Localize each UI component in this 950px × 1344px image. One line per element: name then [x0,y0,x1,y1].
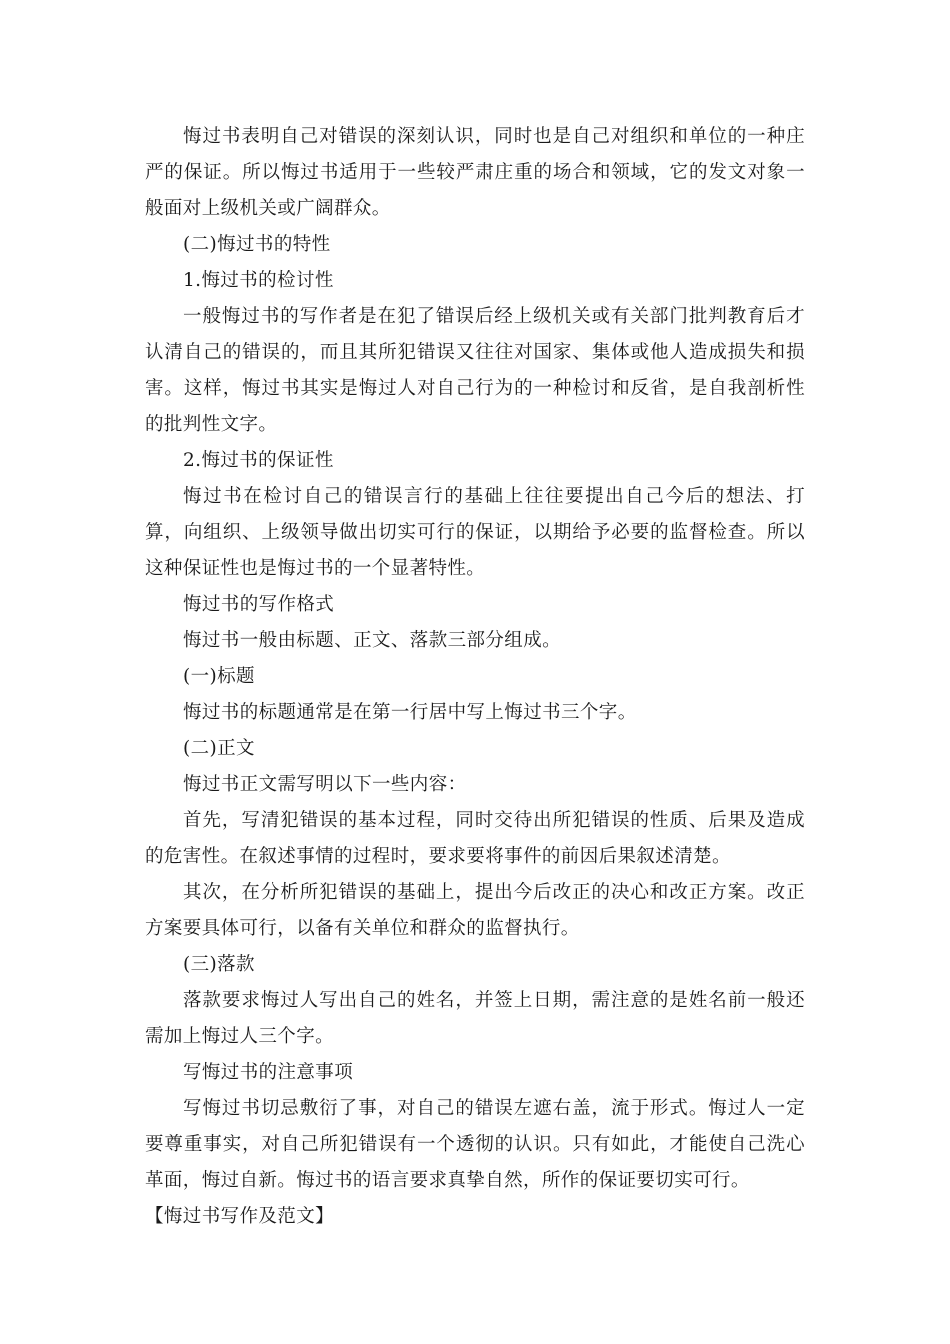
document-body [145,119,805,1235]
heading-characteristics: (二)悔过书的特性 [183,234,331,255]
paragraph-signature: 落款要求悔过人写出自己的姓名，并签上日期，需注意的是姓名前一般还需加上悔过人三个字。 [145,990,805,1047]
heading-signature: (三)落款 [183,954,255,975]
heading-notes: 写悔过书的注意事项 [183,1062,354,1083]
paragraph-body-second: 其次，在分析所犯错误的基础上，提出今后改正的决心和改正方案。改正方案要具体可行，以备有关单位和群众的监督执行。 [145,882,805,939]
paragraph-intro: 悔过书表明自己对错误的深刻认识，同时也是自己对组织和单位的一种庄严的保证。所以悔过书适用于一些较严肃庄重的场合和领域，它的发文对象一般面对上级机关或广阔群众。 [145,126,805,219]
paragraph-format-parts: 悔过书一般由标题、正文、落款三部分组成。 [183,630,562,651]
paragraph-title: 悔过书的标题通常是在第一行居中写上悔过书三个字。 [183,702,637,723]
heading-guarantee-nature: 2.悔过书的保证性 [183,450,334,471]
paragraph-body-first: 首先，写清犯错误的基本过程，同时交待出所犯错误的性质、后果及造成的危害性。在叙述事情的过程时，要求要将事件的前因后果叙述清楚。 [145,810,805,867]
heading-review-nature: 1.悔过书的检讨性 [183,270,334,291]
paragraph-review-nature: 一般悔过书的写作者是在犯了错误后经上级机关或有关部门批判教育后才认清自己的错误的，而且其所犯错误又往往对国家、集体或他人造成损失和损害。这样，悔过书其实是悔过人对自己行为的一种检讨和反省，是自我剖析性的批判性文字。 [145,306,805,435]
heading-body: (二)正文 [183,738,255,759]
section-title: 【悔过书写作及范文】 [145,1206,335,1227]
heading-title: (一)标题 [183,666,255,687]
heading-writing-format: 悔过书的写作格式 [183,594,335,615]
paragraph-body-intro: 悔过书正文需写明以下一些内容： [183,774,467,795]
paragraph-notes: 写悔过书切忌敷衍了事，对自己的错误左遮右盖，流于形式。悔过人一定要尊重事实，对自己所犯错误有一个透彻的认识。只有如此，才能使自己洗心革面，悔过自新。悔过书的语言要求真挚自然，所作的保证要切实可行。 [145,1098,805,1191]
paragraph-guarantee-nature: 悔过书在检讨自己的错误言行的基础上往往要提出自己今后的想法、打算，向组织、上级领导做出切实可行的保证，以期给予必要的监督检查。所以这种保证性也是悔过书的一个显著特性。 [145,486,805,579]
